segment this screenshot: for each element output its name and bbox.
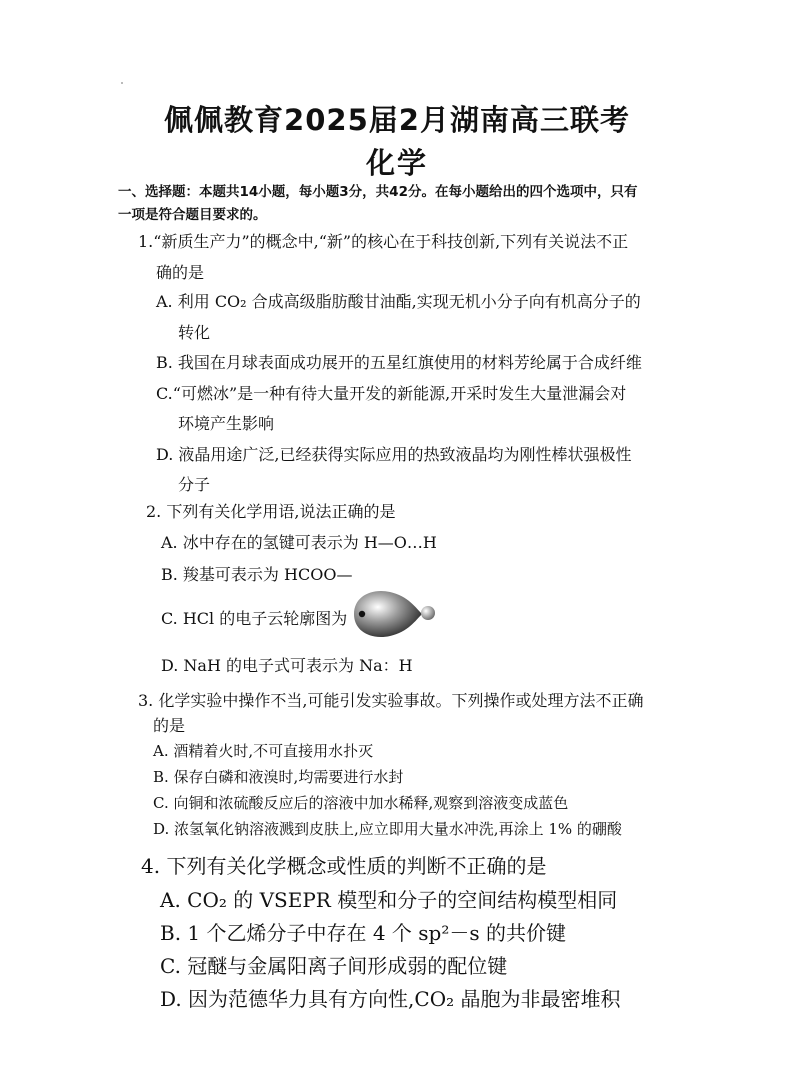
q1-option-c-line1: C.“可燃冰”是一种有待大量开发的新能源,开采时发生大量泄漏会对 [156, 384, 627, 403]
q3-stem-line1: 3. 化学实验中操作不当,可能引发实验事故。下列操作或处理方法不正确 [138, 691, 644, 710]
q3-option-b: B. 保存白磷和液溴时,均需要进行水封 [153, 768, 404, 786]
q4-option-d: D. 因为范德华力具有方向性,CO₂ 晶胞为非最密堆积 [160, 987, 621, 1011]
hcl-electron-cloud-diagram [350, 586, 442, 644]
q4-option-c: C. 冠醚与金属阳离子间形成弱的配位键 [160, 954, 508, 978]
q1-option-a-line2: 转化 [178, 323, 211, 342]
q1-option-a-line1: A. 利用 CO₂ 合成高级脂肪酸甘油酯,实现无机小分子向有机高分子的 [156, 292, 641, 311]
q2-stem: 2. 下列有关化学用语,说法正确的是 [146, 502, 396, 521]
q4-stem: 4. 下列有关化学概念或性质的判断不正确的是 [141, 854, 547, 878]
q1-stem-line1: 1.“新质生产力”的概念中,“新”的核心在于科技创新,下列有关说法不正 [138, 232, 629, 251]
q3-stem-line2: 的是 [153, 716, 186, 735]
exam-subject: 化学 [365, 146, 428, 180]
q1-option-d-line2: 分子 [178, 475, 211, 494]
exam-title: 佩佩教育2025届2月湖南高三联考 [164, 103, 630, 137]
q2-option-b: B. 羧基可表示为 HCOO— [161, 565, 353, 584]
q2-option-a: A. 冰中存在的氢键可表示为 H—O…H [161, 533, 437, 552]
q1-stem-line2: 确的是 [156, 263, 205, 282]
section-instructions-line1: 一、选择题：本题共14小题，每小题3分，共42分。在每小题给出的四个选项中，只有 [118, 184, 638, 200]
q2-option-d: D. NaH 的电子式可表示为 Na：H [161, 656, 413, 675]
q1-option-d-line1: D. 液晶用途广泛,已经获得实际应用的热致液晶均为刚性棒状强极性 [156, 445, 632, 464]
scan-mark [121, 82, 123, 84]
section-instructions-line2: 一项是符合题目要求的。 [118, 207, 267, 223]
q3-option-c: C. 向铜和浓硫酸反应后的溶液中加水稀释,观察到溶液变成蓝色 [153, 794, 569, 812]
q3-option-a: A. 酒精着火时,不可直接用水扑灭 [153, 742, 374, 760]
q4-option-b: B. 1 个乙烯分子中存在 4 个 sp²－s 的共价键 [160, 921, 566, 945]
q4-option-a: A. CO₂ 的 VSEPR 模型和分子的空间结构模型相同 [160, 888, 618, 912]
q1-option-c-line2: 环境产生影响 [178, 414, 275, 433]
q3-option-d: D. 浓氢氧化钠溶液溅到皮肤上,应立即用大量水冲洗,再涂上 1% 的硼酸 [153, 820, 622, 838]
q2-option-c: C. HCl 的电子云轮廓图为 [161, 609, 348, 628]
q1-option-b: B. 我国在月球表面成功展开的五星红旗使用的材料芳纶属于合成纤维 [156, 353, 642, 372]
